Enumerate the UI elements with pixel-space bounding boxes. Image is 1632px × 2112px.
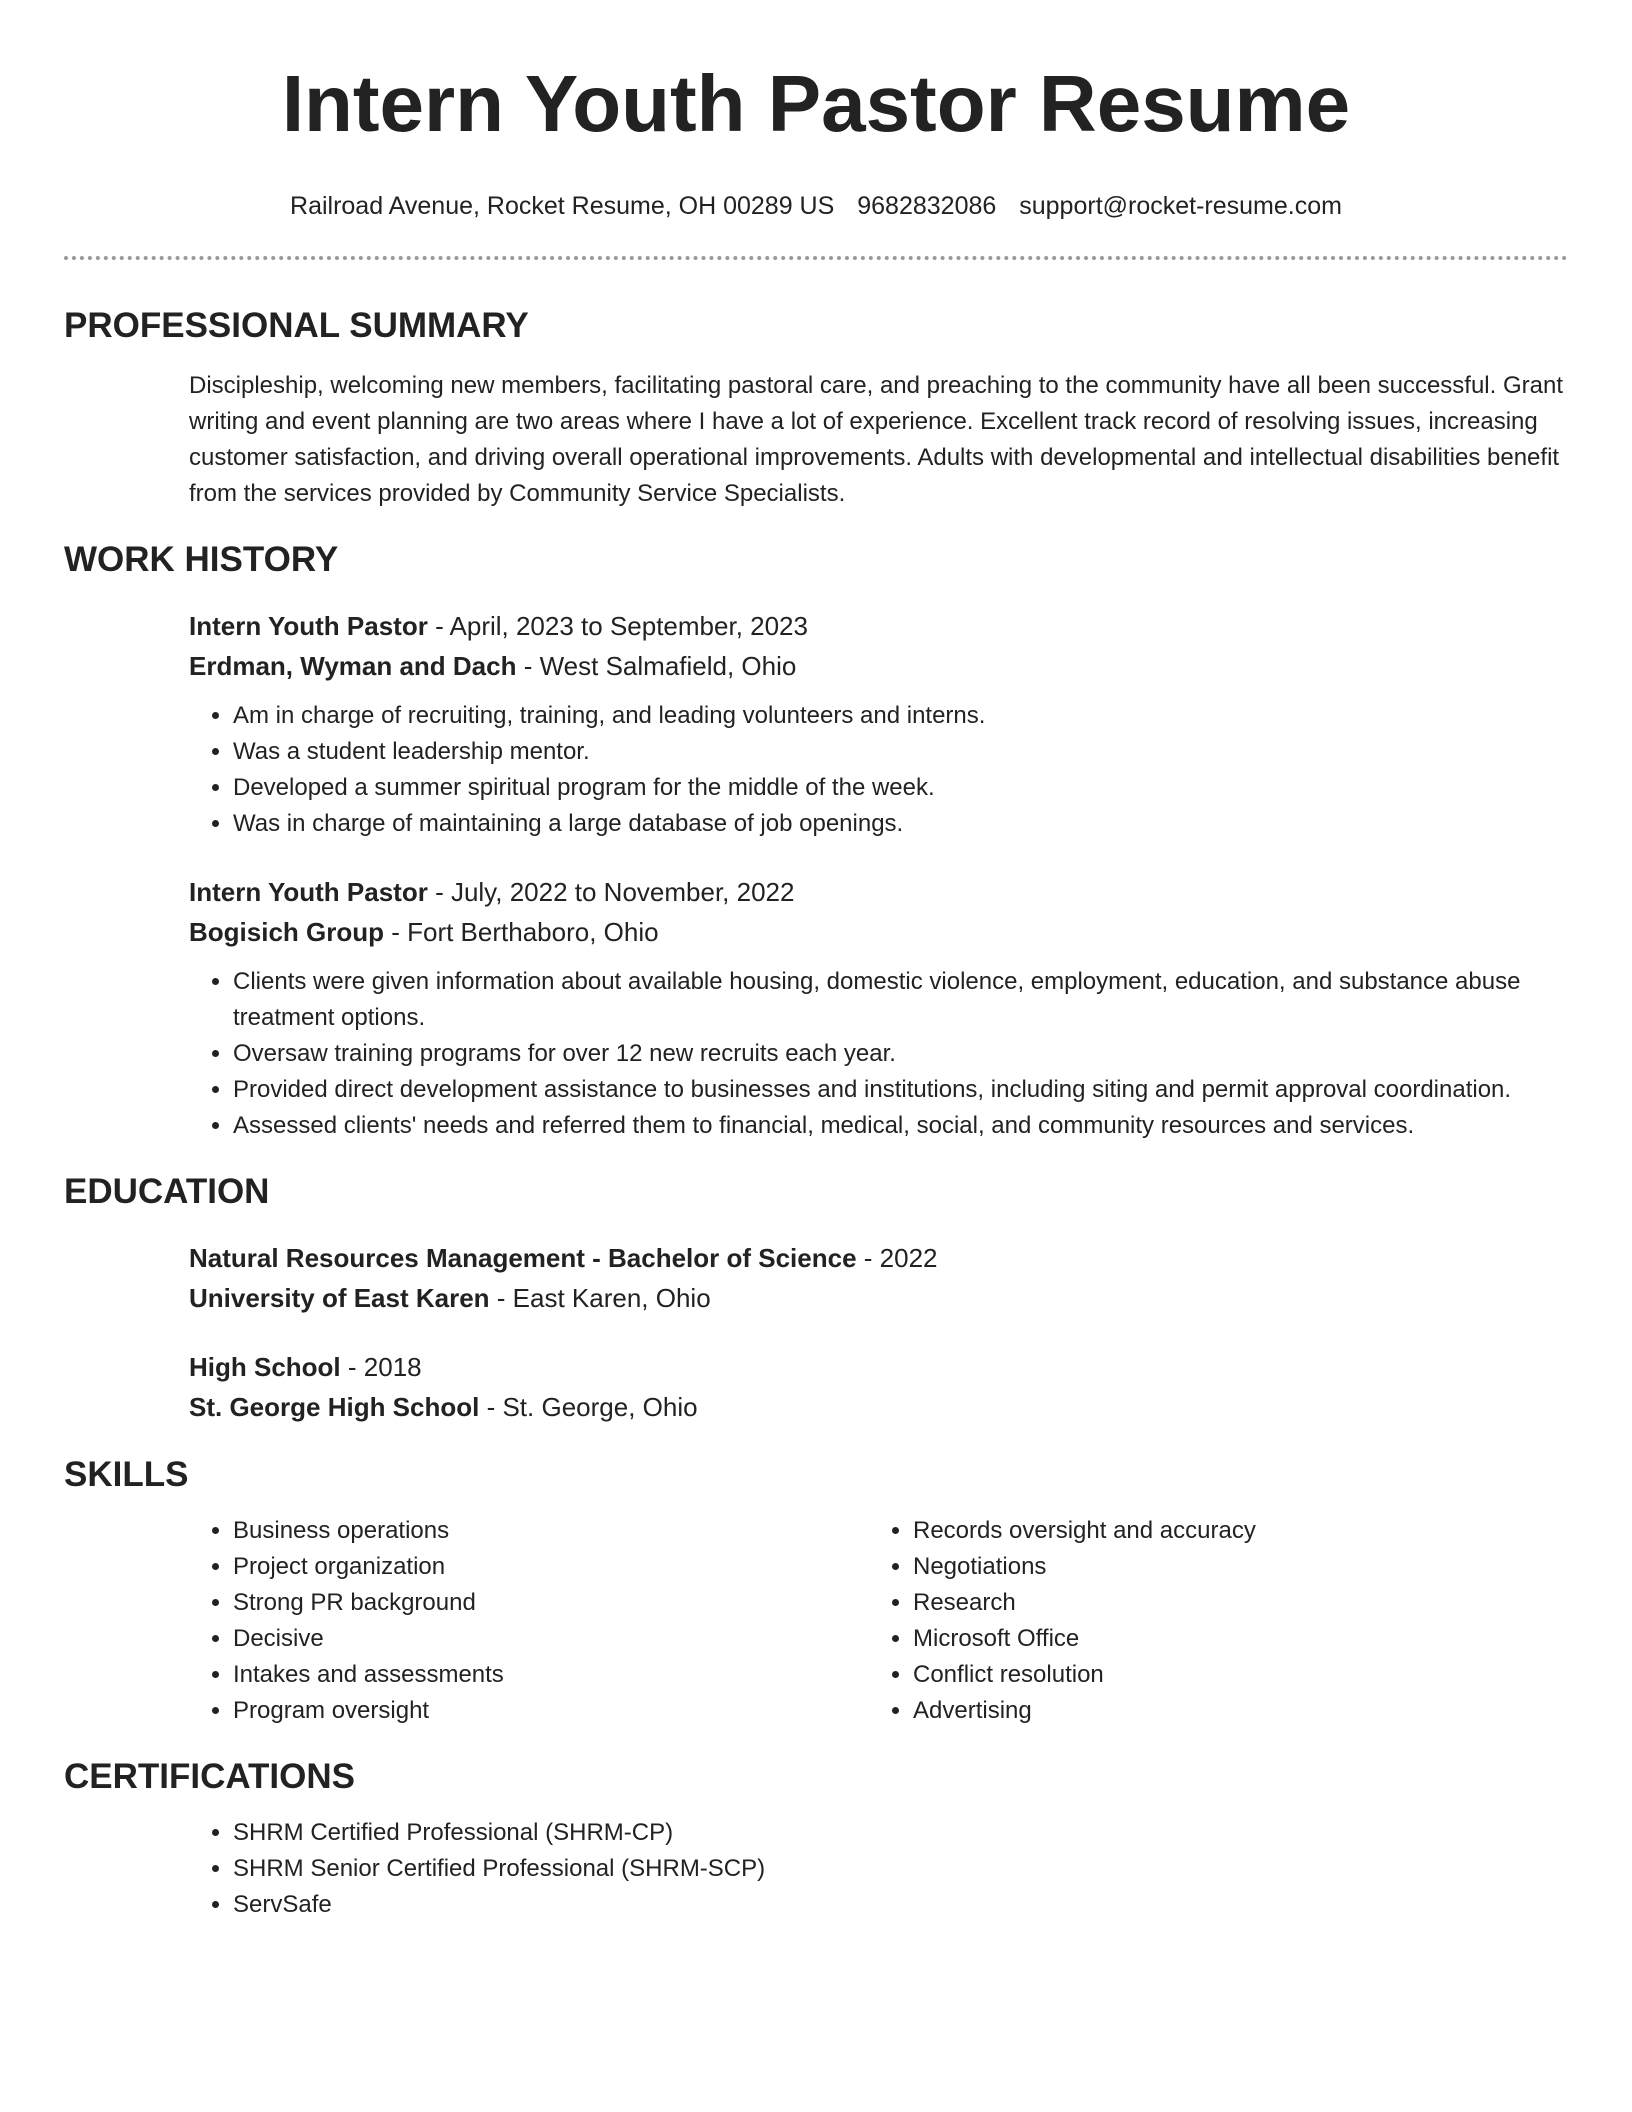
job-location: - Fort Berthaboro, Ohio <box>384 917 659 947</box>
degree-year: - 2022 <box>856 1243 938 1273</box>
education-section <box>64 1170 1568 1427</box>
skill-item: • Negotiations <box>913 1549 1549 1585</box>
school-location: - East Karen, Ohio <box>489 1283 711 1313</box>
job-bullet: • Was a student leadership mentor. <box>233 734 1568 770</box>
skills-column-left <box>189 1513 869 1729</box>
skill-item: • Records oversight and accuracy <box>913 1513 1549 1549</box>
job-bullet: • Was in charge of maintaining a large database of job openings. <box>233 806 1568 842</box>
skill-item: • Strong PR background <box>233 1585 869 1621</box>
work-history-heading: WORK HISTORY <box>64 540 339 579</box>
certification-item: • SHRM Certified Professional (SHRM-CP) <box>233 1815 1568 1851</box>
skill-item: • Research <box>913 1585 1549 1621</box>
skills-section <box>64 1453 1568 1729</box>
job-bullet: • Clients were given information about available housing, domestic violence, employment, education, and substance abuse treatment options. <box>233 964 1568 1036</box>
job-bullet: • Oversaw training programs for over 12 new recruits each year. <box>233 1036 1568 1072</box>
school-name: St. George High School <box>189 1392 480 1422</box>
certification-item: • ServSafe <box>233 1887 1568 1923</box>
job-bullet: • Provided direct development assistance to businesses and institutions, including siting and permit approval coordination. <box>233 1072 1568 1108</box>
job-company: Bogisich Group <box>189 917 384 947</box>
education-heading: EDUCATION <box>64 1172 270 1211</box>
skills-list <box>869 1513 1549 1729</box>
summary-section <box>64 304 1568 512</box>
job-title: Intern Youth Pastor <box>189 877 428 907</box>
skill-item: • Advertising <box>913 1693 1549 1729</box>
job-bullet: • Assessed clients' needs and referred them to financial, medical, social, and community resources and services. <box>233 1108 1568 1144</box>
degree-line <box>189 1238 1568 1278</box>
school-line <box>189 1387 1568 1427</box>
skills-heading: SKILLS <box>64 1455 189 1494</box>
skills-list <box>189 1513 869 1729</box>
job-entry <box>189 606 1568 842</box>
degree-year: - 2018 <box>340 1352 422 1382</box>
skills-column-right <box>869 1513 1549 1729</box>
resume-title: Intern Youth Pastor Resume <box>281 59 1351 148</box>
school-location: - St. George, Ohio <box>479 1392 698 1422</box>
skill-item: • Program oversight <box>233 1693 869 1729</box>
education-entry <box>189 1347 1568 1427</box>
certifications-section <box>64 1755 1568 1923</box>
summary-text: Discipleship, welcoming new members, facilitating pastoral care, and preaching to the community have all been successful. Grant writing and event planning are two areas where I have a lot of experience. Excellent track record of resolving issues, increasing customer satisfaction, and driving overall operational improvements. Adults with developmental and intellectual disabilities benefit from the services provided by Community Service Specialists. <box>189 372 1563 507</box>
degree-name: Natural Resources Management - Bachelor of Science <box>189 1243 857 1273</box>
skills-grid <box>189 1513 1568 1729</box>
job-entry <box>189 872 1568 1144</box>
skill-item: • Decisive <box>233 1621 869 1657</box>
degree-line <box>189 1347 1568 1387</box>
job-title-line <box>189 872 1568 912</box>
certification-item: • SHRM Senior Certified Professional (SHRM-SCP) <box>233 1851 1568 1887</box>
job-bullets <box>189 698 1568 842</box>
certifications-heading: CERTIFICATIONS <box>64 1757 356 1796</box>
skill-item: • Conflict resolution <box>913 1657 1549 1693</box>
certifications-list-wrap <box>189 1815 1568 1923</box>
work-history-section <box>64 538 1568 1144</box>
skill-item: • Intakes and assessments <box>233 1657 869 1693</box>
job-title-line <box>189 606 1568 646</box>
school-line <box>189 1278 1568 1318</box>
job-company: Erdman, Wyman and Dach <box>189 651 517 681</box>
contact-email: support@rocket-resume.com <box>1019 192 1342 220</box>
summary-heading: PROFESSIONAL SUMMARY <box>64 306 529 345</box>
contact-address: Railroad Avenue, Rocket Resume, OH 00289 US <box>290 192 835 220</box>
job-dates: - April, 2023 to September, 2023 <box>427 611 808 641</box>
job-dates: - July, 2022 to November, 2022 <box>427 877 795 907</box>
education-entry <box>189 1238 1568 1318</box>
school-name: University of East Karen <box>189 1283 490 1313</box>
header-divider <box>64 256 1568 260</box>
job-location: - West Salmafield, Ohio <box>516 651 797 681</box>
job-company-line <box>189 912 1568 952</box>
job-company-line <box>189 646 1568 686</box>
certifications-list <box>189 1815 1568 1923</box>
skill-item: • Microsoft Office <box>913 1621 1549 1657</box>
skill-item: • Project organization <box>233 1549 869 1585</box>
skill-item: • Business operations <box>233 1513 869 1549</box>
contact-line <box>64 190 1568 222</box>
job-bullets <box>189 964 1568 1144</box>
job-bullet: • Am in charge of recruiting, training, and leading volunteers and interns. <box>233 698 1568 734</box>
degree-name: High School <box>189 1352 341 1382</box>
contact-phone: 9682832086 <box>857 192 997 220</box>
resume-header <box>64 0 1568 222</box>
job-bullet: • Developed a summer spiritual program for the middle of the week. <box>233 770 1568 806</box>
job-title: Intern Youth Pastor <box>189 611 428 641</box>
